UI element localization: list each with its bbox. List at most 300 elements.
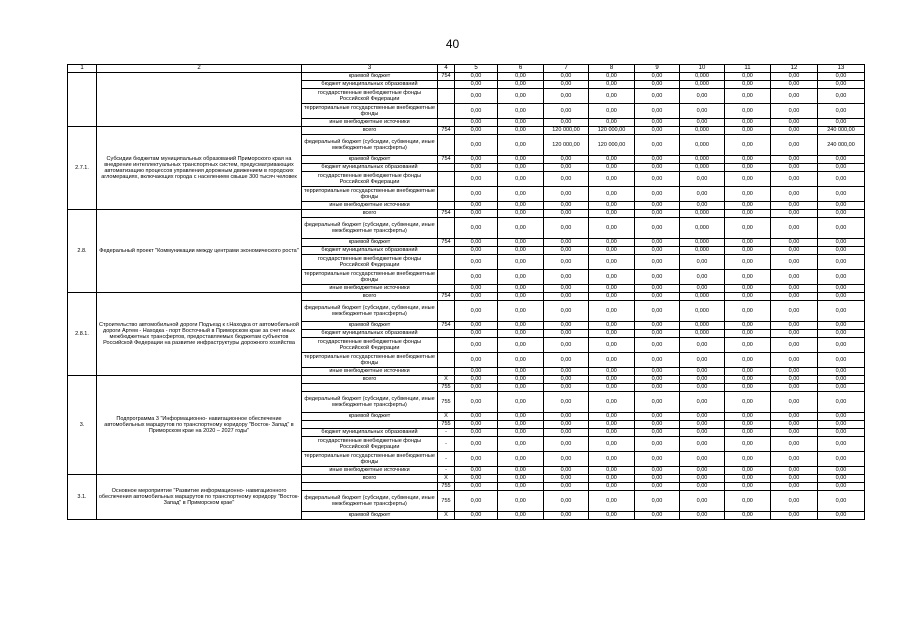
value-cell: 0,00 xyxy=(455,293,498,301)
value-cell: 0,00 xyxy=(635,413,680,421)
value-cell: 0,00 xyxy=(498,368,544,376)
value-cell: 0,00 xyxy=(589,330,635,338)
value-cell: 0,00 xyxy=(498,210,544,218)
funding-source: бюджет муниципальных образований xyxy=(302,247,438,255)
value-cell: 0,00 xyxy=(635,392,680,413)
value-cell: 0,00 xyxy=(544,255,589,270)
value-cell: 0,00 xyxy=(771,330,818,338)
value-cell: 0,00 xyxy=(455,392,498,413)
value-cell: 0,00 xyxy=(771,218,818,239)
value-cell: 0,00 xyxy=(635,322,680,330)
value-cell: 0,00 xyxy=(498,218,544,239)
value-cell: 0,00 xyxy=(771,164,818,172)
value-cell: 0,00 xyxy=(725,353,771,368)
value-cell: 0,00 xyxy=(818,81,865,89)
value-cell: 0,00 xyxy=(680,421,725,429)
funding-source: федеральный бюджет (субсидии, субвенции, иные межбюджетные трансферты) xyxy=(302,135,438,156)
value-cell: 0,00 xyxy=(589,353,635,368)
value-cell: 0,00 xyxy=(455,413,498,421)
value-cell: 0,00 xyxy=(771,156,818,164)
value-cell: 0,00 xyxy=(544,270,589,285)
value-cell: 0,00 xyxy=(455,156,498,164)
value-cell: 0,00 xyxy=(818,164,865,172)
value-cell: 0,00 xyxy=(771,392,818,413)
value-cell: 0,00 xyxy=(544,384,589,392)
value-cell: 0,00 xyxy=(455,491,498,512)
value-cell: 0,000 xyxy=(680,73,725,81)
column-number-8: 8 xyxy=(589,65,635,73)
value-cell: 0,00 xyxy=(771,239,818,247)
value-cell: 0,00 xyxy=(635,270,680,285)
funding-source: территориальные государственные внебюджетные фонды xyxy=(302,187,438,202)
column-number-6: 6 xyxy=(498,65,544,73)
value-cell: 0,00 xyxy=(725,392,771,413)
value-cell: 0,00 xyxy=(725,483,771,491)
value-cell: 0,00 xyxy=(455,368,498,376)
budget-code xyxy=(438,301,455,322)
budget-code xyxy=(438,353,455,368)
funding-source: государственные внебюджетные фонды Российской Федерации xyxy=(302,437,438,452)
value-cell: 0,00 xyxy=(725,270,771,285)
funding-source: краевой бюджет xyxy=(302,322,438,330)
value-cell: 0,00 xyxy=(680,475,725,483)
value-cell: 0,00 xyxy=(455,127,498,135)
value-cell: 0,00 xyxy=(635,353,680,368)
funding-source: территориальные государственные внебюджетные фонды xyxy=(302,104,438,119)
funding-source: государственные внебюджетные фонды Российской Федерации xyxy=(302,172,438,187)
funding-source xyxy=(302,384,438,392)
value-cell: 0,00 xyxy=(771,437,818,452)
value-cell: 0,00 xyxy=(680,437,725,452)
value-cell: 0,00 xyxy=(544,172,589,187)
budget-code xyxy=(438,247,455,255)
value-cell: 0,00 xyxy=(589,293,635,301)
funding-source: иные внебюджетные источники xyxy=(302,285,438,293)
column-number-2: 2 xyxy=(97,65,302,73)
funding-source: краевой бюджет xyxy=(302,156,438,164)
value-cell: 0,00 xyxy=(771,127,818,135)
value-cell: 0,00 xyxy=(498,491,544,512)
value-cell: 0,000 xyxy=(680,127,725,135)
value-cell: 0,00 xyxy=(725,475,771,483)
value-cell: 0,00 xyxy=(498,475,544,483)
value-cell: 0,00 xyxy=(455,135,498,156)
value-cell: 0,00 xyxy=(818,156,865,164)
value-cell: 0,00 xyxy=(818,413,865,421)
budget-code: 755 xyxy=(438,384,455,392)
value-cell: 0,00 xyxy=(455,270,498,285)
value-cell: 0,00 xyxy=(589,491,635,512)
value-cell: 0,00 xyxy=(818,475,865,483)
value-cell: 0,00 xyxy=(771,285,818,293)
table-row xyxy=(68,475,865,483)
value-cell: 0,00 xyxy=(725,368,771,376)
value-cell: 0,00 xyxy=(455,255,498,270)
value-cell: 0,00 xyxy=(498,172,544,187)
item-code: 2.7.1. xyxy=(68,127,97,210)
value-cell: 0,00 xyxy=(818,330,865,338)
value-cell: 0,00 xyxy=(544,73,589,81)
value-cell: 0,00 xyxy=(589,239,635,247)
value-cell: 0,00 xyxy=(635,81,680,89)
value-cell: 0,00 xyxy=(725,467,771,475)
budget-code xyxy=(438,89,455,104)
funding-source: иные внебюджетные источники xyxy=(302,119,438,127)
funding-source: краевой бюджет xyxy=(302,73,438,81)
value-cell: 0,00 xyxy=(725,239,771,247)
value-cell: 0,00 xyxy=(635,452,680,467)
funding-source xyxy=(302,483,438,491)
value-cell: 0,00 xyxy=(818,437,865,452)
funding-source: территориальные государственные внебюджетные фонды xyxy=(302,452,438,467)
item-code xyxy=(68,73,97,127)
value-cell: 0,00 xyxy=(635,202,680,210)
value-cell: 0,00 xyxy=(544,368,589,376)
item-code: 2.8. xyxy=(68,210,97,293)
value-cell: 0,000 xyxy=(680,210,725,218)
funding-source: государственные внебюджетные фонды Российской Федерации xyxy=(302,338,438,353)
value-cell: 0,00 xyxy=(455,429,498,437)
value-cell: 0,00 xyxy=(589,437,635,452)
value-cell: 0,00 xyxy=(544,437,589,452)
value-cell: 0,00 xyxy=(725,172,771,187)
value-cell: 0,00 xyxy=(589,104,635,119)
value-cell: 0,00 xyxy=(544,247,589,255)
value-cell: 0,00 xyxy=(818,452,865,467)
funding-source xyxy=(302,421,438,429)
value-cell: 0,00 xyxy=(725,437,771,452)
funding-source: всего xyxy=(302,127,438,135)
value-cell: 0,00 xyxy=(818,172,865,187)
value-cell: 0,00 xyxy=(589,413,635,421)
item-name: Подпрограмма 3 "Информационно- навигационное обеспечение автомобильных маршрутов по транспортному коридору "Восток- Запад" в Приморском крае на 2020 – 2027 годы" xyxy=(97,376,302,475)
funding-source: иные внебюджетные источники xyxy=(302,202,438,210)
budget-code: X xyxy=(438,376,455,384)
budget-code: X xyxy=(438,475,455,483)
value-cell: 0,00 xyxy=(680,338,725,353)
value-cell: 0,00 xyxy=(455,330,498,338)
value-cell: 0,00 xyxy=(589,255,635,270)
value-cell: 0,00 xyxy=(725,119,771,127)
value-cell: 0,00 xyxy=(498,437,544,452)
value-cell: 0,00 xyxy=(725,330,771,338)
value-cell: 0,00 xyxy=(771,413,818,421)
value-cell: 0,00 xyxy=(455,104,498,119)
value-cell: 0,00 xyxy=(589,384,635,392)
funding-source: бюджет муниципальных образований xyxy=(302,81,438,89)
value-cell: 0,00 xyxy=(589,81,635,89)
value-cell: 0,00 xyxy=(771,73,818,81)
item-name: Федеральный проект "Коммуникации между центрами экономического роста" xyxy=(97,210,302,293)
value-cell: 0,00 xyxy=(771,421,818,429)
value-cell: 0,00 xyxy=(589,368,635,376)
value-cell: 0,00 xyxy=(498,73,544,81)
value-cell: 0,00 xyxy=(635,255,680,270)
budget-code xyxy=(438,330,455,338)
value-cell: 0,00 xyxy=(455,119,498,127)
column-number-4: 4 xyxy=(438,65,455,73)
value-cell: 0,00 xyxy=(680,270,725,285)
value-cell: 0,00 xyxy=(680,353,725,368)
value-cell: 0,00 xyxy=(818,483,865,491)
value-cell: 0,00 xyxy=(771,172,818,187)
value-cell: 0,00 xyxy=(680,512,725,520)
value-cell: 0,00 xyxy=(635,285,680,293)
value-cell: 0,00 xyxy=(589,187,635,202)
value-cell: 0,00 xyxy=(771,293,818,301)
value-cell: 0,00 xyxy=(455,437,498,452)
funding-source: федеральный бюджет (субсидии, субвенции, иные межбюджетные трансферты) xyxy=(302,301,438,322)
value-cell: 0,00 xyxy=(725,413,771,421)
value-cell: 0,000 xyxy=(680,239,725,247)
value-cell: 0,00 xyxy=(455,376,498,384)
value-cell: 0,00 xyxy=(544,376,589,384)
value-cell: 0,00 xyxy=(680,285,725,293)
value-cell: 0,00 xyxy=(498,483,544,491)
budget-code xyxy=(438,187,455,202)
value-cell: 0,00 xyxy=(544,301,589,322)
value-cell: 0,00 xyxy=(544,210,589,218)
value-cell: 0,00 xyxy=(818,239,865,247)
value-cell: 0,00 xyxy=(455,384,498,392)
value-cell: 0,00 xyxy=(771,467,818,475)
budget-code: 755 xyxy=(438,392,455,413)
value-cell: 0,00 xyxy=(771,322,818,330)
budget-table xyxy=(67,64,865,520)
value-cell: 0,00 xyxy=(818,421,865,429)
funding-source: всего xyxy=(302,293,438,301)
value-cell: 0,00 xyxy=(455,164,498,172)
value-cell: 0,000 xyxy=(680,135,725,156)
value-cell: 0,00 xyxy=(455,202,498,210)
value-cell: 0,00 xyxy=(725,156,771,164)
value-cell: 0,00 xyxy=(544,119,589,127)
value-cell: 0,00 xyxy=(589,429,635,437)
budget-code xyxy=(438,104,455,119)
value-cell: 0,00 xyxy=(635,156,680,164)
budget-code: 755 xyxy=(438,483,455,491)
value-cell: 0,00 xyxy=(771,452,818,467)
budget-code: 754 xyxy=(438,322,455,330)
value-cell: 0,00 xyxy=(680,368,725,376)
value-cell: 0,00 xyxy=(455,338,498,353)
value-cell: 0,00 xyxy=(725,429,771,437)
funding-source: бюджет муниципальных образований xyxy=(302,330,438,338)
value-cell: 0,00 xyxy=(455,172,498,187)
value-cell: 0,00 xyxy=(818,301,865,322)
budget-code xyxy=(438,135,455,156)
column-number-11: 11 xyxy=(725,65,771,73)
value-cell: 0,00 xyxy=(498,467,544,475)
value-cell: 0,00 xyxy=(771,376,818,384)
value-cell: 0,00 xyxy=(635,218,680,239)
value-cell: 0,00 xyxy=(818,368,865,376)
value-cell: 0,00 xyxy=(725,202,771,210)
value-cell: 0,00 xyxy=(818,202,865,210)
value-cell: 0,00 xyxy=(635,368,680,376)
value-cell: 0,000 xyxy=(680,247,725,255)
value-cell: 0,00 xyxy=(544,429,589,437)
value-cell: 0,00 xyxy=(455,301,498,322)
item-code: 3.1. xyxy=(68,475,97,520)
value-cell: 0,00 xyxy=(818,218,865,239)
budget-code xyxy=(438,338,455,353)
table-row xyxy=(68,73,865,81)
value-cell: 0,00 xyxy=(680,429,725,437)
value-cell: 0,00 xyxy=(544,413,589,421)
value-cell: 0,00 xyxy=(635,429,680,437)
value-cell: 0,00 xyxy=(589,338,635,353)
funding-source: краевой бюджет xyxy=(302,512,438,520)
value-cell: 0,00 xyxy=(544,512,589,520)
value-cell: 0,00 xyxy=(544,330,589,338)
value-cell: 0,00 xyxy=(635,330,680,338)
value-cell: 0,00 xyxy=(498,247,544,255)
value-cell: 0,00 xyxy=(725,376,771,384)
value-cell: 0,00 xyxy=(589,512,635,520)
value-cell: 0,00 xyxy=(725,127,771,135)
value-cell: 0,00 xyxy=(771,202,818,210)
funding-source: иные внебюджетные источники xyxy=(302,368,438,376)
value-cell: 0,00 xyxy=(589,73,635,81)
funding-source: иные внебюджетные источники xyxy=(302,467,438,475)
value-cell: 0,00 xyxy=(818,353,865,368)
value-cell: 0,00 xyxy=(498,512,544,520)
value-cell: 0,00 xyxy=(498,255,544,270)
funding-source: всего xyxy=(302,210,438,218)
value-cell: 0,00 xyxy=(771,81,818,89)
column-number-10: 10 xyxy=(680,65,725,73)
value-cell: 0,00 xyxy=(589,210,635,218)
value-cell: 0,00 xyxy=(544,392,589,413)
value-cell: 0,00 xyxy=(680,104,725,119)
value-cell: 0,00 xyxy=(498,421,544,429)
budget-code: X xyxy=(438,512,455,520)
value-cell: 0,00 xyxy=(589,285,635,293)
column-number-row xyxy=(68,65,865,73)
value-cell: 0,00 xyxy=(544,89,589,104)
value-cell: 0,00 xyxy=(635,119,680,127)
budget-code xyxy=(438,202,455,210)
budget-code: 754 xyxy=(438,210,455,218)
budget-code xyxy=(438,172,455,187)
value-cell: 0,00 xyxy=(498,270,544,285)
value-cell: 0,00 xyxy=(498,322,544,330)
value-cell: 0,000 xyxy=(680,218,725,239)
value-cell: 0,00 xyxy=(498,338,544,353)
value-cell: 0,00 xyxy=(498,119,544,127)
value-cell: 0,00 xyxy=(818,392,865,413)
budget-code: - xyxy=(438,452,455,467)
column-number-5: 5 xyxy=(455,65,498,73)
value-cell: 0,00 xyxy=(544,218,589,239)
value-cell: 0,00 xyxy=(589,247,635,255)
value-cell: 0,00 xyxy=(725,81,771,89)
budget-code xyxy=(438,270,455,285)
value-cell: 0,00 xyxy=(544,164,589,172)
value-cell: 0,00 xyxy=(498,89,544,104)
value-cell: 0,00 xyxy=(589,172,635,187)
value-cell: 0,00 xyxy=(544,293,589,301)
value-cell: 0,00 xyxy=(680,255,725,270)
value-cell: 0,00 xyxy=(455,239,498,247)
value-cell: 0,00 xyxy=(635,104,680,119)
budget-code: 754 xyxy=(438,156,455,164)
value-cell: 0,00 xyxy=(818,247,865,255)
value-cell: 0,00 xyxy=(635,384,680,392)
value-cell: 0,00 xyxy=(455,247,498,255)
value-cell: 0,00 xyxy=(455,187,498,202)
value-cell: 0,00 xyxy=(771,135,818,156)
value-cell: 0,00 xyxy=(635,135,680,156)
budget-code: - xyxy=(438,467,455,475)
value-cell: 0,00 xyxy=(771,270,818,285)
value-cell: 0,00 xyxy=(589,475,635,483)
value-cell: 0,00 xyxy=(635,376,680,384)
value-cell: 0,00 xyxy=(680,202,725,210)
value-cell: 0,00 xyxy=(680,392,725,413)
funding-source: государственные внебюджетные фонды Российской Федерации xyxy=(302,255,438,270)
value-cell: 0,00 xyxy=(589,164,635,172)
value-cell: 0,00 xyxy=(635,437,680,452)
value-cell: 0,00 xyxy=(771,353,818,368)
value-cell: 0,00 xyxy=(771,512,818,520)
budget-code: 754 xyxy=(438,239,455,247)
item-code: 2.8.1. xyxy=(68,293,97,376)
value-cell: 0,00 xyxy=(498,301,544,322)
value-cell: 0,00 xyxy=(544,156,589,164)
value-cell: 0,00 xyxy=(498,285,544,293)
value-cell: 0,00 xyxy=(635,512,680,520)
value-cell: 0,000 xyxy=(680,81,725,89)
value-cell: 0,00 xyxy=(725,210,771,218)
value-cell: 0,00 xyxy=(818,293,865,301)
value-cell: 0,00 xyxy=(771,255,818,270)
value-cell: 0,00 xyxy=(725,135,771,156)
value-cell: 120 000,00 xyxy=(544,127,589,135)
budget-code: 755 xyxy=(438,491,455,512)
funding-source: всего xyxy=(302,475,438,483)
value-cell: 0,00 xyxy=(635,164,680,172)
value-cell: 0,00 xyxy=(818,429,865,437)
value-cell: 0,00 xyxy=(635,467,680,475)
value-cell: 0,00 xyxy=(455,285,498,293)
value-cell: 0,00 xyxy=(725,452,771,467)
value-cell: 0,00 xyxy=(544,285,589,293)
table-row xyxy=(68,127,865,135)
value-cell: 0,00 xyxy=(635,293,680,301)
value-cell: 0,00 xyxy=(544,202,589,210)
budget-code xyxy=(438,164,455,172)
value-cell: 0,00 xyxy=(544,322,589,330)
value-cell: 0,00 xyxy=(771,384,818,392)
value-cell: 0,00 xyxy=(455,218,498,239)
value-cell: 0,00 xyxy=(680,119,725,127)
value-cell: 0,00 xyxy=(498,104,544,119)
value-cell: 0,00 xyxy=(725,322,771,330)
value-cell: 0,00 xyxy=(544,104,589,119)
budget-code: 754 xyxy=(438,293,455,301)
value-cell: 0,00 xyxy=(544,452,589,467)
value-cell: 0,00 xyxy=(589,376,635,384)
value-cell: 0,00 xyxy=(589,301,635,322)
value-cell: 0,00 xyxy=(635,210,680,218)
value-cell: 0,00 xyxy=(544,338,589,353)
value-cell: 0,000 xyxy=(680,322,725,330)
value-cell: 0,00 xyxy=(818,467,865,475)
value-cell: 0,00 xyxy=(635,73,680,81)
value-cell: 0,00 xyxy=(455,421,498,429)
